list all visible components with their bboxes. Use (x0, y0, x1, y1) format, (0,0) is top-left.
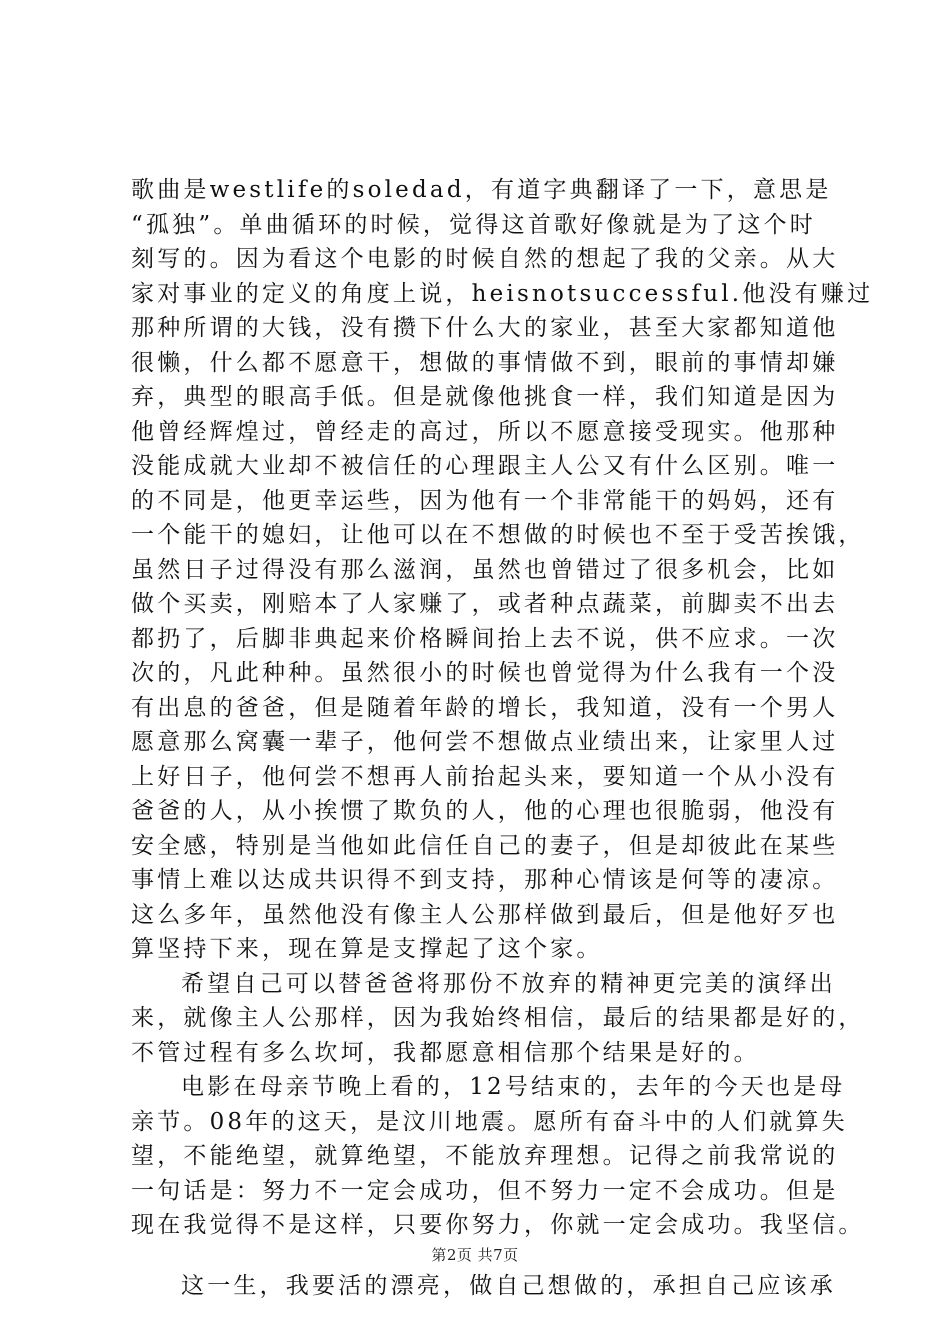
page-footer: 第2页 共7页 (431, 1246, 519, 1264)
text-line: 这么多年，虽然他没有像主人公那样做到最后，但是他好歹也 (131, 901, 839, 928)
text-line: 家对事业的定义的角度上说，heisnotsuccessful.他没有赚过 (131, 280, 874, 307)
text-line: 的不同是，他更幸运些，因为他有一个非常能干的妈妈，还有 (131, 487, 839, 514)
text-line: 亲节。08年的这天，是汶川地震。愿所有奋斗中的人们就算失 (131, 1108, 848, 1135)
text-line: 一个能干的媳妇，让他可以在不想做的时候也不至于受苦挨饿， (131, 522, 865, 548)
paragraph-start-line: 希望自己可以替爸爸将那份不放弃的精神更完美的演绎出 (181, 970, 836, 997)
text-line: 歌曲是westlife的soledad，有道字典翻译了一下，意思是 (131, 177, 832, 203)
text-line: 算坚持下来，现在算是支撑起了这个家。 (131, 936, 603, 962)
text-line: 来，就像主人公那样，因为我始终相信，最后的结果都是好的， (131, 1005, 865, 1031)
text-line: 那种所谓的大钱，没有攒下什么大的家业，甚至大家都知道他 (131, 315, 839, 341)
text-line: 有出息的爸爸，但是随着年龄的增长，我知道，没有一个男人 (131, 694, 839, 721)
text-line: “孤独”。单曲循环的时候，觉得这首歌好像就是为了这个时 (131, 211, 816, 238)
text-line: 虽然日子过得没有那么滋润，虽然也曾错过了很多机会，比如 (131, 556, 839, 583)
text-line: 弃，典型的眼高手低。但是就像他挑食一样，我们知道是因为 (131, 384, 839, 410)
closing-line: 这一生，我要活的漂亮，做自己想做的，承担自己应该承 (181, 1272, 836, 1299)
text-line: 不管过程有多么坎坷，我都愿意相信那个结果是好的。 (131, 1039, 760, 1066)
text-line: 都扔了，后脚非典起来价格瞬间抬上去不说，供不应求。一次 (131, 625, 839, 652)
text-line: 刻写的。因为看这个电影的时候自然的想起了我的父亲。从大 (131, 246, 839, 272)
text-line: 没能成就大业却不被信任的心理跟主人公又有什么区别。唯一 (131, 453, 839, 479)
text-line: 安全感，特别是当他如此信任自己的妻子，但是却彼此在某些 (131, 832, 839, 859)
text-line: 愿意那么窝囊一辈子，他何尝不想做点业绩出来，让家里人过 (131, 729, 839, 755)
text-line: 他曾经辉煌过，曾经走的高过，所以不愿意接受现实。他那种 (131, 418, 839, 445)
text-line: 事情上难以达成共识得不到支持，那种心情该是何等的凄凉。 (131, 867, 839, 893)
text-line: 望，不能绝望，就算绝望，不能放弃理想。记得之前我常说的 (131, 1143, 839, 1169)
text-line: 次的，凡此种种。虽然很小的时候也曾觉得为什么我有一个没 (131, 660, 839, 686)
paragraph-start-line: 电影在母亲节晚上看的，12号结束的，去年的今天也是母 (181, 1074, 846, 1100)
text-line: 爸爸的人，从小挨惯了欺负的人，他的心理也很脆弱，他没有 (131, 798, 839, 824)
text-line: 一句话是：努力不一定会成功，但不努力一定不会成功。但是 (131, 1177, 839, 1204)
text-line: 上好日子，他何尝不想再人前抬起头来，要知道一个从小没有 (131, 763, 839, 790)
text-line: 现在我觉得不是这样，只要你努力，你就一定会成功。我坚信。 (131, 1212, 865, 1238)
document-body (131, 173, 874, 1303)
text-line: 做个买卖，刚赔本了人家赚了，或者种点蔬菜，前脚卖不出去 (131, 591, 839, 617)
text-line: 很懒，什么都不愿意干，想做的事情做不到，眼前的事情却嫌 (131, 349, 839, 376)
